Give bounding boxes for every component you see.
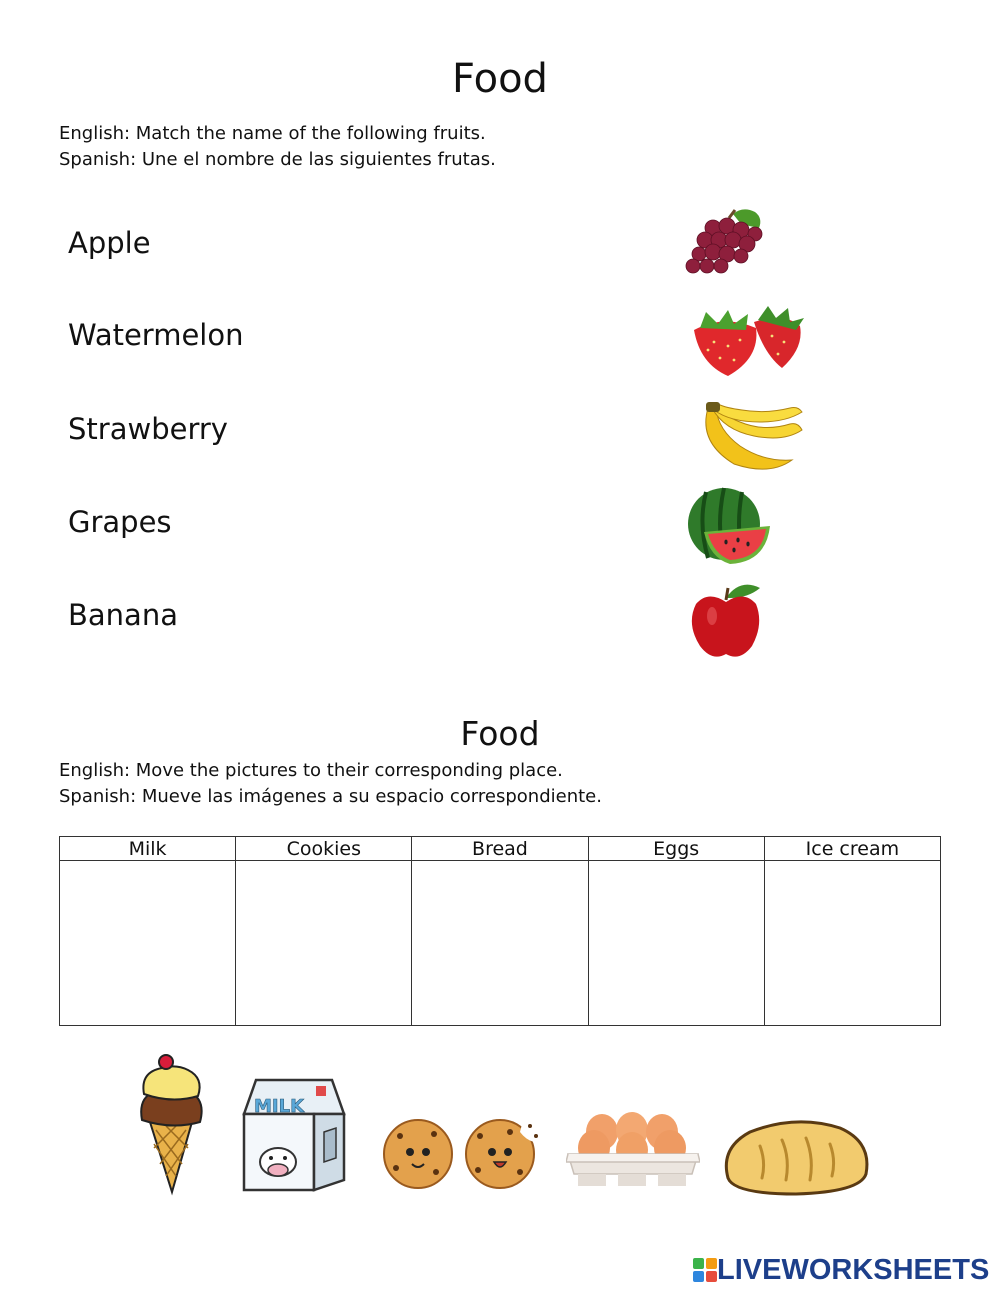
fruit-name-strawberry[interactable]: Strawberry <box>68 412 228 446</box>
fruit-name-grapes[interactable]: Grapes <box>68 505 172 539</box>
eggs-image[interactable] <box>566 1108 700 1190</box>
drop-zone-milk[interactable] <box>60 861 236 1026</box>
svg-text:MILK: MILK <box>254 1096 305 1117</box>
instruction-spanish: Spanish: Une el nombre de las siguientes frutas. <box>59 149 496 170</box>
milk-carton-image[interactable] <box>236 1076 354 1194</box>
fruit-name-apple[interactable]: Apple <box>68 226 151 260</box>
fruit-name-banana[interactable]: Banana <box>68 598 178 632</box>
column-header-milk: Milk <box>60 837 236 861</box>
liveworksheets-logo[interactable] <box>693 1253 989 1287</box>
logo-text: LIVEWORKSHEETS <box>717 1253 990 1286</box>
ice-cream-image[interactable] <box>136 1052 206 1196</box>
instructions-sort <box>59 758 602 810</box>
drop-zone-cookies[interactable] <box>236 861 412 1026</box>
bread-image[interactable] <box>720 1118 872 1198</box>
watermelon-image[interactable] <box>686 486 772 566</box>
cookies-image[interactable] <box>380 1116 540 1194</box>
sorting-table <box>59 836 941 1026</box>
page-title: Food <box>452 56 548 102</box>
instruction-english: English: Move the pictures to their corresponding place. <box>59 760 563 781</box>
column-header-eggs: Eggs <box>588 837 764 861</box>
column-header-ice-cream: Ice cream <box>764 837 940 861</box>
section-title: Food <box>460 714 540 753</box>
column-header-cookies: Cookies <box>236 837 412 861</box>
apple-image[interactable] <box>690 576 764 660</box>
column-header-bread: Bread <box>412 837 588 861</box>
strawberries-image[interactable] <box>684 302 808 380</box>
instruction-english: English: Match the name of the following fruits. <box>59 123 486 144</box>
drop-zone-ice-cream[interactable] <box>764 861 940 1026</box>
fruit-name-watermelon[interactable]: Watermelon <box>68 318 244 352</box>
instruction-spanish: Spanish: Mueve las imágenes a su espacio correspondiente. <box>59 786 602 807</box>
drop-zone-eggs[interactable] <box>588 861 764 1026</box>
instructions-match <box>59 121 496 173</box>
grapes-image[interactable] <box>683 206 773 282</box>
logo-badge-icon <box>693 1258 717 1282</box>
drop-zone-bread[interactable] <box>412 861 588 1026</box>
bananas-image[interactable] <box>694 402 810 474</box>
